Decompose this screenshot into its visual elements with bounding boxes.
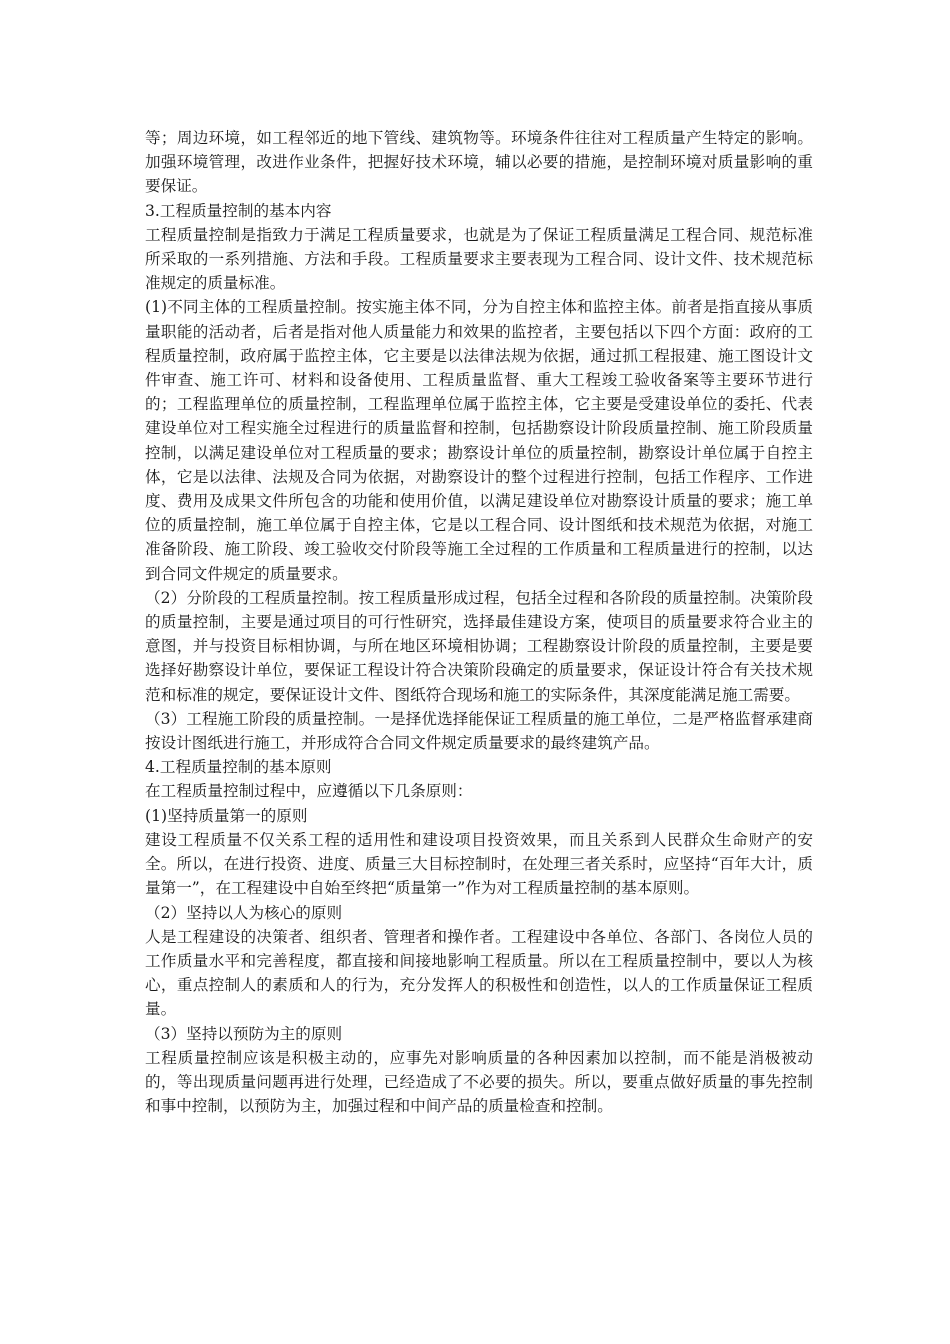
paragraph-quality-control-definition: 工程质量控制是指致力于满足工程质量要求，也就是为了保证工程质量满足工程合同、规范标准所采取的一系列措施、方法和手段。工程质量要求主要表现为工程合同、设计文件、技术规范标准规定的质量标准。 bbox=[145, 225, 813, 293]
paragraph-quality-first: 建设工程质量不仅关系工程的适用性和建设项目投资效果，而且关系到人民群众生命财产的安全。所以，在进行投资、进度、质量三大目标控制时，在处理三者关系时，应坚持“百年大计，质量第一”，在工程建设中自始至终把“质量第一”作为对工程质量控制的基本原则。 bbox=[145, 830, 813, 898]
paragraph-environment-continuation: 等；周边环境，如工程邻近的地下管线、建筑物等。环境条件往往对工程质量产生特定的影响。加强环境管理，改进作业条件，把握好技术环境，辅以必要的措施，是控制环境对质量影响的重要保证。 bbox=[145, 129, 813, 196]
subheading-quality-first: (1)坚持质量第一的原则 bbox=[145, 806, 308, 825]
paragraph-control-by-subject: (1)不同主体的工程质量控制。按实施主体不同，分为自控主体和监控主体。前者是指直接从事质量职能的活动者，后者是指对他人质量能力和效果的监控者，主要包括以下四个方面：政府的工程质量控制，政府属于监控主体，它主要是以法律法规为依据，通过抓工程报建、施工图设计文件审查、施工许可、材料和设备使用、工程质量监督、重大工程竣工验收备案等主要环节进行的；工程监理单位的质量控制，工程监理单位属于监控主体，它主要是受建设单位的委托、代表建设单位对工程实施全过程进行的质量监督和控制，包括勘察设计阶段质量控制、施工阶段质量控制，以满足建设单位对工程质量的要求；勘察设计单位的质量控制，勘察设计单位属于自控主体，它是以法律、法规及合同为依据，对勘察设计的整个过程进行控制，包括工作程序、工作进度、费用及成果文件所包含的功能和使用价值，以满足建设单位对勘察设计质量的要求；施工单位的质量控制，施工单位属于自控主体，它是以工程合同、设计图纸和技术规范为依据，对施工准备阶段、施工阶段、竣工验收交付阶段等施工全过程的工作质量和工程质量进行的控制，以达到合同文件规定的质量要求。 bbox=[145, 298, 813, 583]
paragraph-principles-intro: 在工程质量控制过程中，应遵循以下几条原则： bbox=[145, 782, 473, 801]
section-heading-basic-principles: 4.工程质量控制的基本原则 bbox=[145, 758, 332, 777]
paragraph-construction-phase-control: （3）工程施工阶段的质量控制。一是择优选择能保证工程质量的施工单位，二是严格监督承建商按设计图纸进行施工，并形成符合合同文件规定质量要求的最终建筑产品。 bbox=[145, 709, 813, 753]
subheading-prevention-first: （3）坚持以预防为主的原则 bbox=[145, 1024, 343, 1043]
paragraph-prevention-first: 工程质量控制应该是积极主动的，应事先对影响质量的各种因素加以控制，而不能是消极被动的，等出现质量问题再进行处理，已经造成了不必要的损失。所以，要重点做好质量的事先控制和事中控制，以预防为主，加强过程和中间产品的质量检查和控制。 bbox=[145, 1048, 813, 1116]
document-body bbox=[145, 126, 813, 1118]
paragraph-people-centered: 人是工程建设的决策者、组织者、管理者和操作者。工程建设中各单位、各部门、各岗位人员的工作质量水平和完善程度，都直接和间接地影响工程质量。所以在工程质量控制中，要以人为核心，重点控制人的素质和人的行为，充分发挥人的积极性和创造性，以人的工作质量保证工程质量。 bbox=[145, 927, 813, 1019]
subheading-people-centered: （2）坚持以人为核心的原则 bbox=[145, 903, 343, 922]
paragraph-control-by-phase: （2）分阶段的工程质量控制。按工程质量形成过程，包括全过程和各阶段的质量控制。决策阶段的质量控制，主要是通过项目的可行性研究，选择最佳建设方案，使项目的质量要求符合业主的意图，并与投资目标相协调，与所在地区环境相协调；工程勘察设计阶段的质量控制，主要是要选择好勘察设计单位，要保证工程设计符合决策阶段确定的质量要求，保证设计符合有关技术规范和标准的规定，要保证设计文件、图纸符合现场和施工的实际条件，其深度能满足施工需要。 bbox=[145, 588, 813, 704]
section-heading-basic-content: 3.工程质量控制的基本内容 bbox=[145, 201, 332, 220]
